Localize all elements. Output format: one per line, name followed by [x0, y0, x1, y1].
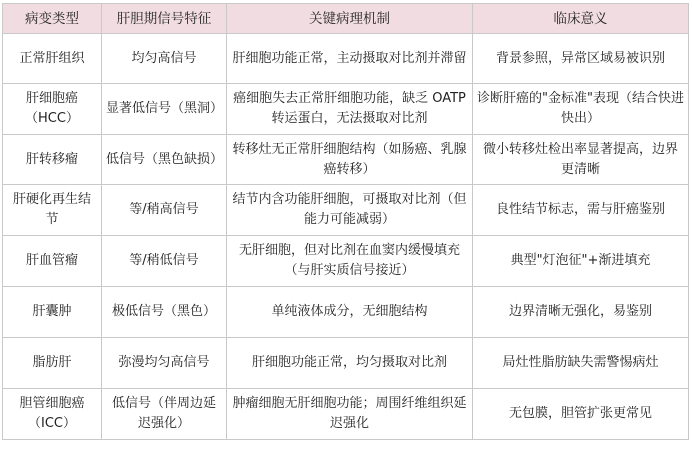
table-row: [3, 236, 689, 287]
cell-significance: 无包膜，胆管扩张更常见: [473, 389, 689, 440]
cell-significance: 背景参照，异常区域易被识别: [473, 34, 689, 84]
cell-signal: 弥漫均匀高信号: [102, 338, 227, 389]
cell-mechanism: 无肝细胞，但对比剂在血窦内缓慢填充（与肝实质信号接近）: [227, 236, 473, 287]
cell-signal: 等/稍高信号: [102, 185, 227, 236]
table-row: [3, 287, 689, 338]
cell-mechanism: 单纯液体成分，无细胞结构: [227, 287, 473, 338]
header-clinical-significance: 临床意义: [473, 4, 689, 34]
cell-mechanism: 肝细胞功能正常，均匀摄取对比剂: [227, 338, 473, 389]
cell-significance: 典型"灯泡征"+渐进填充: [473, 236, 689, 287]
cell-significance: 良性结节标志，需与肝癌鉴别: [473, 185, 689, 236]
table-row: [3, 34, 689, 84]
cell-signal: 均匀高信号: [102, 34, 227, 84]
cell-signal: 极低信号（黑色）: [102, 287, 227, 338]
table-row: [3, 84, 689, 135]
cell-significance: 诊断肝癌的"金标准"表现（结合快进快出）: [473, 84, 689, 135]
cell-significance: 边界清晰无强化，易鉴别: [473, 287, 689, 338]
cell-mechanism: 癌细胞失去正常肝细胞功能，缺乏 OATP 转运蛋白，无法摄取对比剂: [227, 84, 473, 135]
header-pathology-mechanism: 关键病理机制: [227, 4, 473, 34]
table-row: [3, 338, 689, 389]
cell-mechanism: 结节内含功能肝细胞，可摄取对比剂（但能力可能减弱）: [227, 185, 473, 236]
cell-lesion-type: 胆管细胞癌（ICC）: [3, 389, 102, 440]
cell-signal: 显著低信号（黑洞）: [102, 84, 227, 135]
header-lesion-type: 病变类型: [3, 4, 102, 34]
cell-mechanism: 肿瘤细胞无肝细胞功能；周围纤维组织延迟强化: [227, 389, 473, 440]
table-row: [3, 135, 689, 185]
header-hepatobiliary-signal: 肝胆期信号特征: [102, 4, 227, 34]
cell-lesion-type: 肝血管瘤: [3, 236, 102, 287]
cell-mechanism: 转移灶无正常肝细胞结构（如肠癌、乳腺癌转移）: [227, 135, 473, 185]
cell-signal: 低信号（黑色缺损）: [102, 135, 227, 185]
table-row: [3, 185, 689, 236]
cell-significance: 局灶性脂肪缺失需警惕病灶: [473, 338, 689, 389]
cell-lesion-type: 正常肝组织: [3, 34, 102, 84]
table-row: [3, 389, 689, 440]
cell-lesion-type: 肝细胞癌（HCC）: [3, 84, 102, 135]
pathology-table-container: [2, 3, 688, 440]
cell-mechanism: 肝细胞功能正常，主动摄取对比剂并滞留: [227, 34, 473, 84]
cell-lesion-type: 肝硬化再生结节: [3, 185, 102, 236]
cell-lesion-type: 肝囊肿: [3, 287, 102, 338]
table-header-row: [3, 4, 689, 34]
pathology-signal-table: [2, 3, 689, 440]
cell-signal: 等/稍低信号: [102, 236, 227, 287]
cell-significance: 微小转移灶检出率显著提高，边界更清晰: [473, 135, 689, 185]
cell-lesion-type: 肝转移瘤: [3, 135, 102, 185]
cell-lesion-type: 脂肪肝: [3, 338, 102, 389]
cell-signal: 低信号（伴周边延迟强化）: [102, 389, 227, 440]
